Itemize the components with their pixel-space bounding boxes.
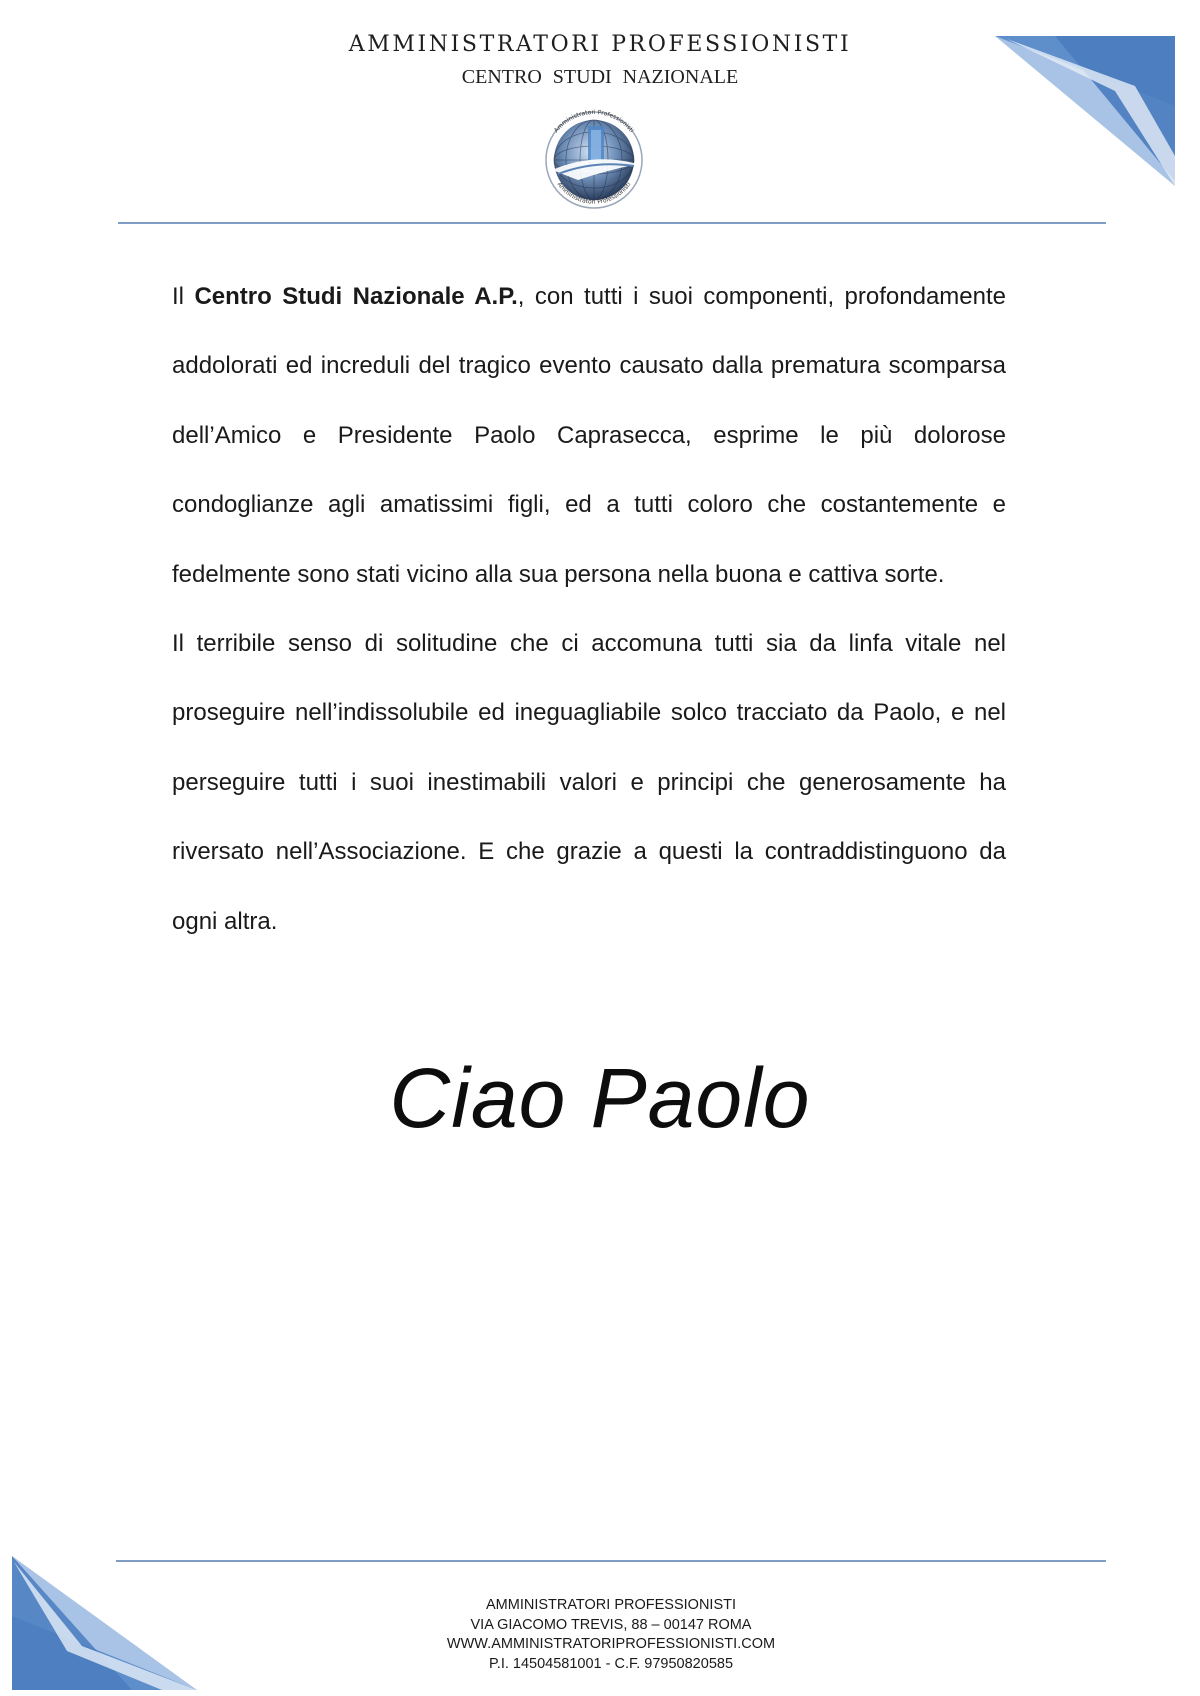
- header-subtitle: CENTRO STUDI NAZIONALE: [461, 66, 739, 88]
- header-divider: [118, 222, 1106, 224]
- globe-building-logo-icon: [538, 108, 650, 212]
- footer-website: WWW.AMMINISTRATORIPROFESSIONISTI.COM: [446, 1636, 776, 1652]
- paragraph-2: Il terribile senso di solitudine che ci accomuna tutti sia da linfa vitale nel proseguire nell’indissolubile ed ineguagliabile solco tracciato da Paolo, e nel perseguire tutti i suoi inestimabili valori e principi che generosamente ha riversato nell’Associazione. E che grazie a questi la contraddistinguono da ogni altra.: [172, 630, 1006, 935]
- logo-ring-text-top: Amministratori Professionisti: [552, 108, 636, 135]
- footer-address: VIA GIACOMO TREVIS, 88 – 00147 ROMA: [470, 1616, 752, 1633]
- footer: [0, 1596, 1200, 1674]
- footer-tax-ids: P.I. 14504581001 - C.F. 97950820585: [488, 1655, 734, 1672]
- paragraph-1-intro: Il: [172, 283, 195, 310]
- footer-divider: [116, 1560, 1106, 1562]
- footer-organization: AMMINISTRATORI PROFESSIONISTI: [485, 1597, 736, 1613]
- farewell-heading: Ciao Paolo: [389, 1051, 811, 1145]
- organization-name: Centro Studi Nazionale A.P.: [194, 283, 518, 310]
- paragraph-1-text: , con tutti i suoi componenti, profondamente addolorati ed increduli del tragico evento causato dalla prematura scomparsa dell’Amico e Presidente Paolo Caprasecca, esprime le più dolorose condoglianze agli amatissimi figli, ed a tutti coloro che costantemente e fedelmente sono stati vicino alla sua persona nella buona e cattiva sorte.: [172, 283, 1007, 588]
- header-title: AMMINISTRATORI PROFESSIONISTI: [348, 32, 852, 57]
- paragraph-1: [172, 262, 1006, 609]
- letter-body: [172, 262, 1006, 956]
- logo-ring-text-bottom: Amministratori Professionisti: [555, 181, 633, 206]
- corner-decoration-top-right: [995, 36, 1175, 186]
